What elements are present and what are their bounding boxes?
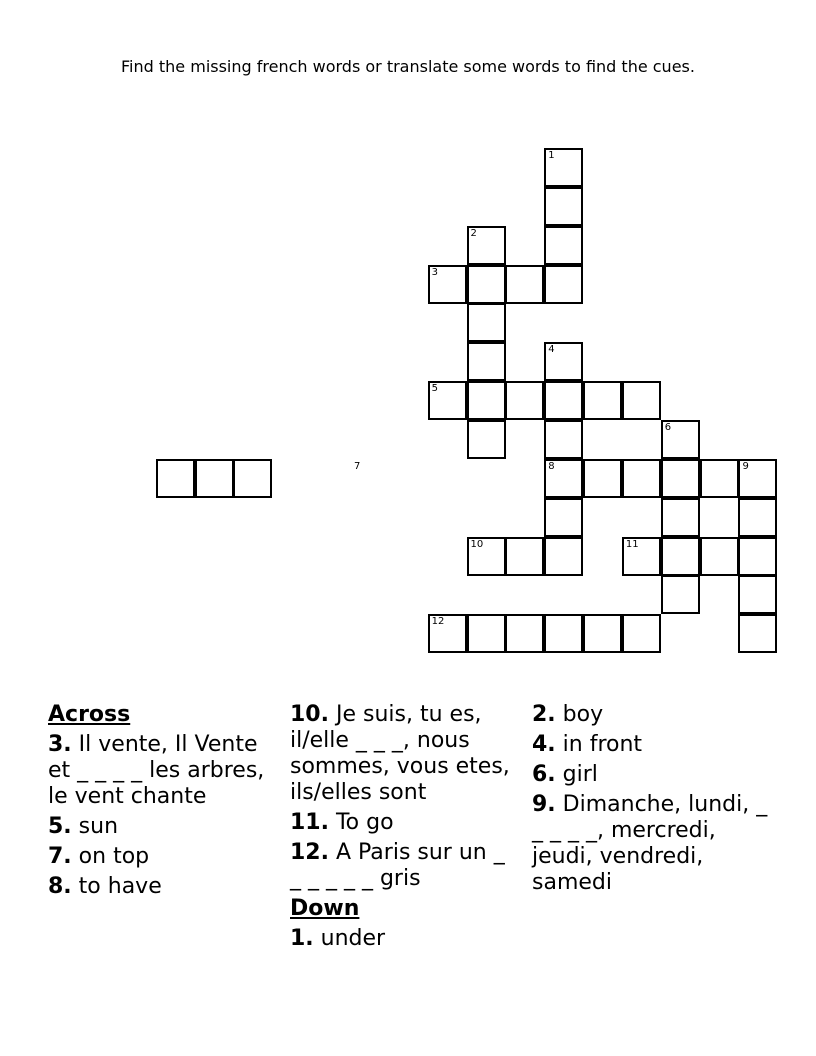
clue-number-12: 12 (431, 616, 445, 628)
grid-cell[interactable] (738, 498, 777, 537)
grid-cell[interactable] (544, 537, 583, 576)
clue-across-11: 11. To go (290, 810, 394, 835)
grid-cell[interactable] (505, 381, 544, 420)
grid-cell[interactable] (467, 614, 506, 653)
grid-cell[interactable] (467, 342, 506, 381)
instructions: Find the missing french words or translate some words to find the cues. (121, 57, 695, 76)
grid-cell[interactable] (544, 420, 583, 459)
clue-across-3: 3. Il vente, Il Vente et _ _ _ _ les arbres, le vent chante (48, 732, 265, 809)
clue-number-2: 2 (470, 227, 477, 239)
grid-cell[interactable] (738, 537, 777, 576)
grid-cell[interactable] (505, 265, 544, 304)
grid-cell[interactable] (622, 381, 661, 420)
clue-across-7: 7. on top (48, 844, 150, 869)
grid-cell[interactable] (661, 537, 700, 576)
grid-cell[interactable] (156, 459, 195, 498)
clue-across-8: 8. to have (48, 874, 162, 899)
grid-cell[interactable] (738, 575, 777, 614)
clue-down-2: 2. boy (532, 702, 604, 727)
grid-cell[interactable] (738, 614, 777, 653)
clue-down-1: 1. under (290, 926, 386, 951)
grid-cell[interactable] (583, 459, 622, 498)
across-heading: Across (48, 702, 131, 727)
clue-column-2 (290, 702, 522, 956)
clue-number-8: 8 (548, 460, 555, 472)
grid-cell[interactable] (544, 498, 583, 537)
grid-cell[interactable] (544, 381, 583, 420)
grid-cell[interactable] (583, 614, 622, 653)
grid-cell[interactable] (505, 537, 544, 576)
grid-cell[interactable] (661, 575, 700, 614)
clue-number-4: 4 (548, 344, 555, 356)
clue-number-5: 5 (431, 383, 439, 395)
grid-cell[interactable] (700, 537, 739, 576)
grid-cell[interactable] (544, 265, 583, 304)
clue-number-1: 1 (548, 150, 555, 161)
grid-cell[interactable] (505, 614, 544, 653)
grid-cell[interactable] (700, 459, 739, 498)
clue-column-3 (532, 702, 772, 900)
grid-cell[interactable] (544, 614, 583, 653)
clue-number-7: 7 (353, 460, 361, 472)
grid-cell[interactable] (661, 459, 700, 498)
clue-down-9: 9. Dimanche, lundi, _ _ _ _ _, mercredi, jeudi, vendredi, samedi (532, 792, 768, 895)
clue-down-6: 6. girl (532, 762, 598, 787)
grid-cell[interactable] (467, 303, 506, 342)
grid-cell[interactable] (544, 187, 583, 226)
clue-across-5: 5. sun (48, 814, 119, 839)
grid-cell[interactable] (195, 459, 234, 498)
grid-cell[interactable] (233, 459, 272, 498)
clue-number-9: 9 (742, 460, 749, 472)
clue-number-3: 3 (431, 266, 439, 278)
grid-cell[interactable] (467, 381, 506, 420)
clue-number-10: 10 (470, 538, 484, 550)
grid-cell[interactable] (467, 265, 506, 304)
clue-number-6: 6 (664, 421, 672, 433)
clue-number-11: 11 (625, 538, 639, 550)
clue-across-10: 10. Je suis, tu es, il/elle _ _ _, nous sommes, vous etes, ils/elles sont (290, 702, 510, 805)
clue-across-12: 12. A Paris sur un _ _ _ _ _ _ gris (290, 840, 505, 891)
grid-cell[interactable] (622, 459, 661, 498)
grid-cell[interactable] (661, 498, 700, 537)
clue-column-1 (48, 702, 286, 904)
grid-cell[interactable] (544, 226, 583, 265)
down-heading: Down (290, 896, 360, 921)
grid-cell[interactable] (622, 614, 661, 653)
grid-cell[interactable] (583, 381, 622, 420)
clue-down-4: 4. in front (532, 732, 643, 757)
grid-cell[interactable] (467, 420, 506, 459)
